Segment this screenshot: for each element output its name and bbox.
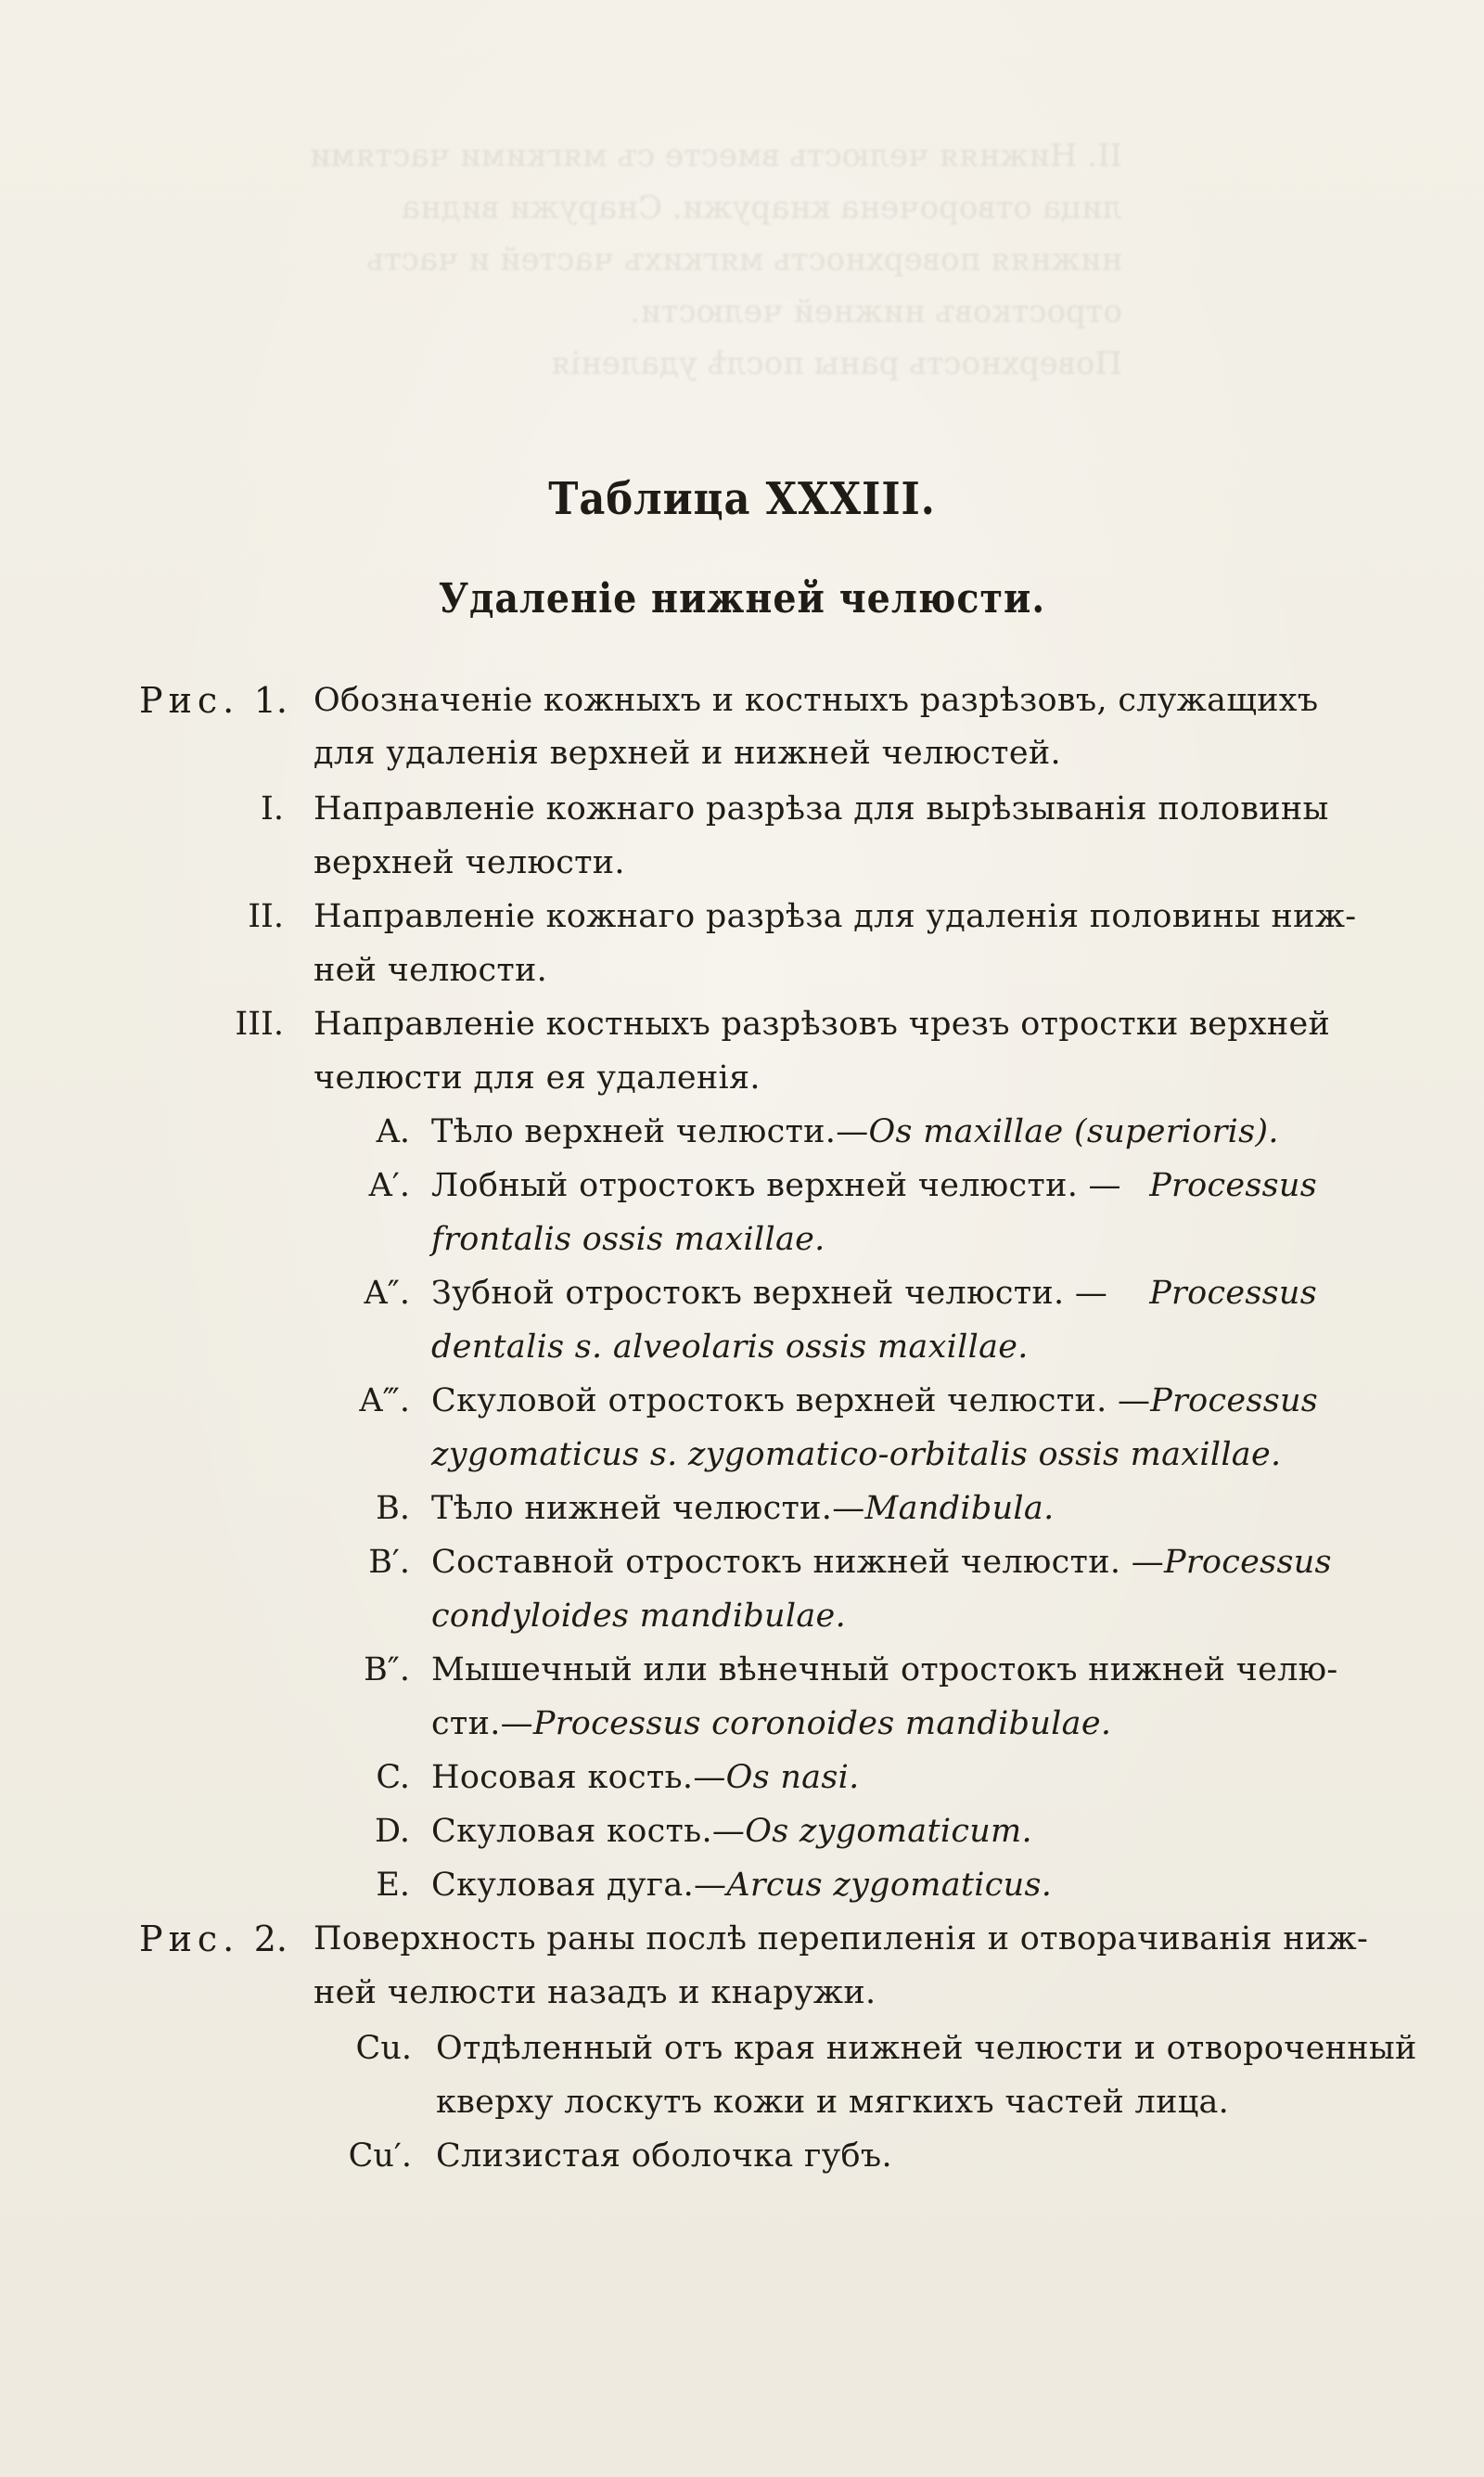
- figure-caption-line: Обозначеніе кожныхъ и костныхъ разрѣзовъ, служащихъ: [313, 682, 1319, 719]
- latin-term-line: frontalis ossis maxillae.: [431, 1221, 825, 1258]
- ghost-line: лица отворочена кнаружи. Снаружи видна: [401, 189, 1122, 226]
- item-text-line: Направленіе кожнаго разрѣза для вырѣзыванія половины: [313, 790, 1329, 828]
- item-mark: D.: [375, 1813, 410, 1850]
- item-mark: I.: [261, 790, 284, 828]
- latin-term: Processus: [1164, 1544, 1332, 1581]
- figure-number: 2.: [253, 1919, 288, 1959]
- item-mark: A‴.: [359, 1382, 410, 1419]
- item-mark: A′.: [368, 1167, 410, 1204]
- latin-term: Arcus zygomaticus.: [726, 1867, 1053, 1904]
- latin-term: Processus: [1149, 1275, 1317, 1312]
- figure-caption-line: для удаленія верхней и нижней челюстей.: [313, 735, 1061, 772]
- latin-term-line: zygomaticus s. zygomatico-orbitalis ossis maxillae.: [431, 1436, 1282, 1473]
- item-text-line: ней челюсти.: [313, 952, 548, 989]
- item-mark: II.: [248, 898, 284, 935]
- item-text: Тѣло нижней челюсти.—: [431, 1490, 865, 1527]
- item-text-line: челюсти для ея удаленія.: [313, 1059, 761, 1097]
- figure-label: Рис.: [139, 680, 240, 721]
- item-text: Скуловая дуга.—: [431, 1867, 727, 1904]
- item-text: Лобный отростокъ верхней челюсти. —: [431, 1167, 1121, 1204]
- item-mark: III.: [235, 1006, 284, 1043]
- item-mark: E.: [376, 1867, 410, 1904]
- item-text-line: Слизистая оболочка губъ.: [436, 2137, 892, 2175]
- figure-caption-line: ней челюсти назадъ и кнаружи.: [313, 1974, 876, 2011]
- figure-label: Рис.: [139, 1919, 240, 1959]
- item-mark: B″.: [364, 1651, 410, 1688]
- item-mark: A″.: [364, 1275, 410, 1312]
- table-title: Таблица XXXIII.: [548, 473, 936, 525]
- ghost-line: II. Нижняя челюсть вместе съ мягкими частями: [309, 137, 1122, 174]
- section-subtitle: Удаленіе нижней челюсти.: [438, 575, 1046, 622]
- ghost-line: отростковъ нижней челюсти.: [630, 293, 1122, 330]
- item-text-line: Мышечный или вѣнечный отростокъ нижней челю-: [431, 1651, 1338, 1688]
- item-mark: A.: [376, 1113, 410, 1150]
- figure-caption-line: Поверхность раны послѣ перепиленія и отворачиванія ниж-: [313, 1920, 1369, 1957]
- latin-term: Processus: [1150, 1382, 1319, 1419]
- item-text-line: [431, 1867, 1052, 1904]
- item-text-line: кверху лоскутъ кожи и мягкихъ частей лица.: [436, 2084, 1230, 2121]
- item-text-line: Отдѣленный отъ края нижней челюсти и отвороченный: [436, 2030, 1417, 2067]
- item-text-line: [431, 1113, 1279, 1150]
- item-text-line: [431, 1544, 1332, 1581]
- item-text: сти.—: [431, 1705, 533, 1742]
- item-text: Зубной отростокъ верхней челюсти. —: [431, 1275, 1108, 1312]
- item-text: Скуловая кость.—: [431, 1813, 746, 1850]
- item-text: Составной отростокъ нижней челюсти. —: [431, 1544, 1165, 1581]
- item-text: Скуловой отростокъ верхней челюсти. —: [431, 1382, 1151, 1419]
- item-mark: Cu′.: [348, 2137, 412, 2175]
- item-text-line: [431, 1759, 860, 1796]
- latin-term: Os maxillae (superioris).: [868, 1113, 1279, 1150]
- bleed-through-text: [139, 130, 1122, 390]
- item-text-line: Направленіе кожнаго разрѣза для удаленія половины ниж-: [313, 898, 1357, 935]
- ghost-line: нижняя поверхность мягкихъ частей и часть: [366, 241, 1122, 278]
- item-text-line: [431, 1705, 1111, 1742]
- ghost-line: Поверхность раны послѣ удаленія: [550, 345, 1122, 382]
- item-mark: C.: [376, 1759, 410, 1796]
- latin-term: Processus: [1149, 1167, 1317, 1204]
- latin-term-line: dentalis s. alveolaris ossis maxillae.: [431, 1328, 1029, 1366]
- item-mark: Cu.: [355, 2030, 412, 2067]
- item-text-line: [431, 1167, 1317, 1204]
- item-mark: B.: [376, 1490, 410, 1527]
- item-text-line: [431, 1275, 1317, 1312]
- latin-term: Processus coronoides mandibulae.: [532, 1705, 1112, 1742]
- figure-number: 1.: [253, 680, 288, 721]
- item-text: Носовая кость.—: [431, 1759, 726, 1796]
- latin-term: Os zygomaticum.: [745, 1813, 1032, 1850]
- latin-term: Mandibula.: [864, 1490, 1055, 1527]
- latin-term: Os nasi.: [725, 1759, 860, 1796]
- item-text-line: [431, 1813, 1032, 1850]
- item-text-line: Направленіе костныхъ разрѣзовъ чрезъ отростки верхней: [313, 1006, 1331, 1043]
- item-text-line: [431, 1382, 1317, 1419]
- latin-term-line: condyloides mandibulae.: [431, 1598, 846, 1635]
- item-text-line: [431, 1490, 1055, 1527]
- item-text-line: верхней челюсти.: [313, 844, 625, 881]
- item-text: Тѣло верхней челюсти.—: [431, 1113, 869, 1150]
- item-mark: B′.: [368, 1544, 410, 1581]
